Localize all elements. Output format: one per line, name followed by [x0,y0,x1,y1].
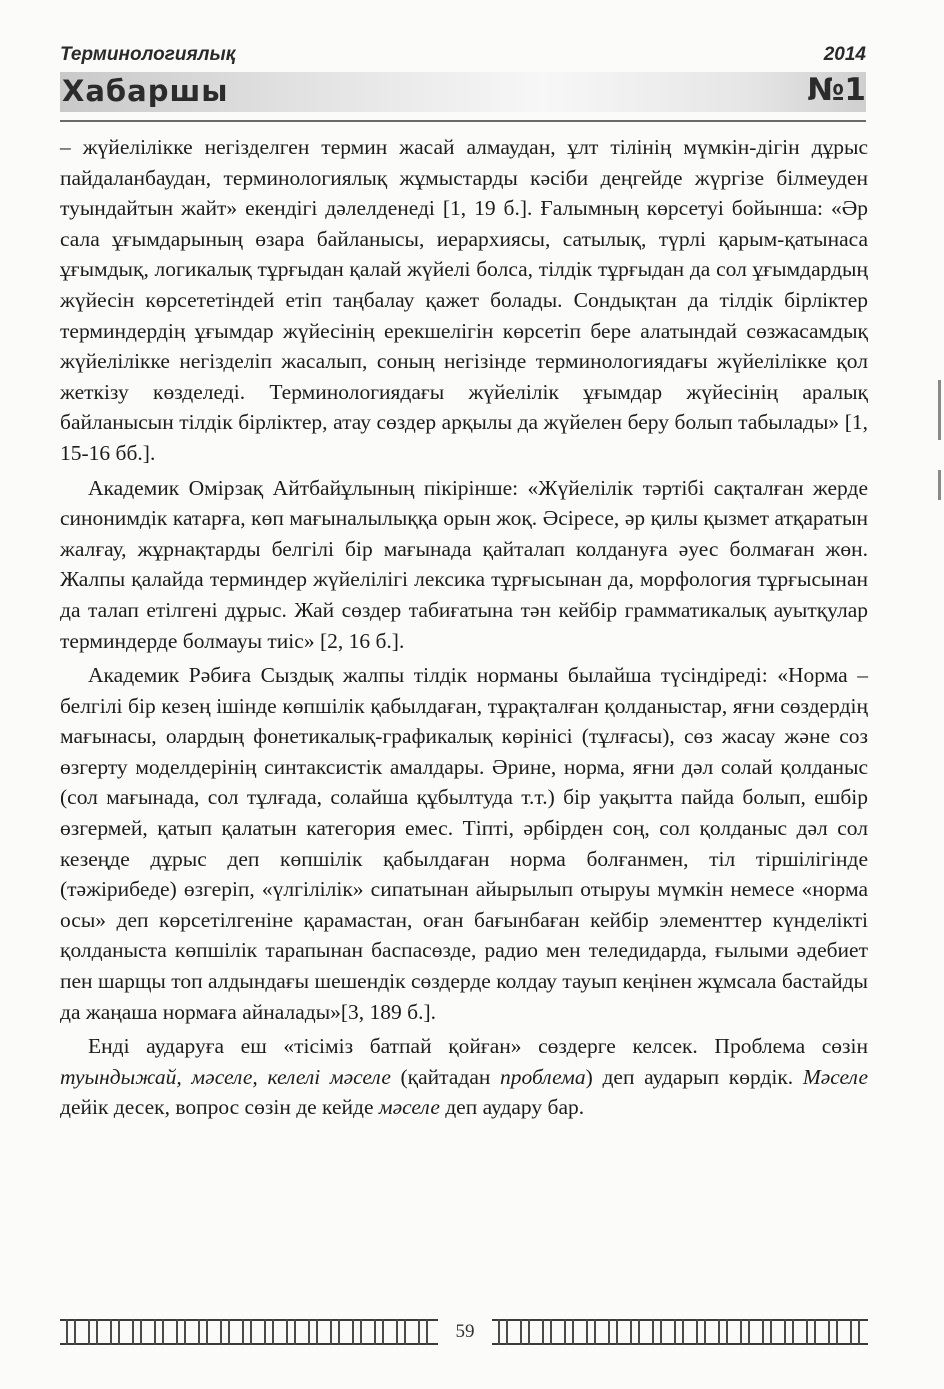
paragraph [60,1031,868,1123]
page-header [60,44,866,116]
journal-title: Хабаршы [62,74,229,108]
header-rule [60,120,866,122]
italic-term: Мәселе [802,1064,868,1089]
italic-term: мәселе [378,1095,440,1120]
italic-term: проблема [500,1064,586,1089]
italic-term: туындыжай, мәселе, келелі мәселе [60,1064,391,1089]
paragraph: Академик Омірзақ Айтбайұлының пікірінше: «Жүйелілік тәртібі сақталған жерде синонимдік катарға, көп мағыналылыққа орын жоқ. Әсіресе, әр қилы қызмет атқаратын жалғау, жұрнақтарды белгілі бір мағынада қайталап колдануға әуес болмаған жөн. Жалпы қалайда терминдер жүйелілігі лексика тұрғысынан да, морфология тұрғысынан да талап етілгені дұрыс. Жай сөздер табиғатына тән кейбір грамматикалық ауытқулар терминдерде болмауы тиіс» [2, 16 б.]. [60,475,868,653]
issue-year: 2014 [823,44,866,65]
paragraph: – жүйелілікке негізделген термин жасай алмаудан, ұлт тілінің мүмкін-дігін дұрыс пайдаланбаудан, терминологиялық жұмыстарды кәсіби деңгейде жүргізе білмеуден туындайтын жайт» екендігі дәлелденеді [1, 19 б.]. Ғалымның көрсетуі бойынша: «Әр сала ұғымдарының өзара байланысы, иерархиясы, сатылық, түрлі қарым-қатынаса ұғымдық, логикалық тұрғыдан қалай жүйелі болса, тілдік тұрғыдан да сол ұғымдардың жүйесін көрсететіндей етіп таңбалау қажет болады. Сондықтан да тілдік бірліктер терминдердің ұғымдар жүйесінің ерекшелігін көрсетіп бере алатындай сөзжасамдық жүйелілікке негізделіп жасалып, соның негізінде терминологиядағы жүйелілікке қол жеткізу көзделеді. Терминологиядағы жүйелілік ұғымдар жүйесінің аралық байланысын тілдік бірліктер, атау сөздер арқылы да жүйелен беру болып табылады» [1, 15-16 бб.]. [60,135,868,465]
page-footer [60,1315,868,1355]
ornament-left-icon [60,1319,438,1345]
text-run: Енді аударуға еш «тісіміз батпай қойған» сөздерге келсек. Проблема сөзін [88,1034,868,1059]
ornament-right-icon [492,1319,868,1345]
issue-number: №1 [807,72,866,108]
scan-edge-mark [938,470,941,500]
text-run: (қайтадан [390,1064,501,1089]
journal-name-top: Терминологиялық [60,44,236,65]
text-run: дейік десек, вопрос сөзін де кейде [60,1095,379,1120]
page-number: 59 [455,1321,475,1342]
text-run: ) деп аударып көрдік. [585,1064,803,1089]
article-body [60,132,868,1127]
scan-edge-mark [938,380,941,440]
text-run: деп аудару бар. [439,1095,585,1120]
paragraph: Академик Рәбиға Сыздық жалпы тілдік норманы былайша түсіндіреді: «Норма – белгілі бір кезең ішінде көпшілік қабылдаған, тұрақталған қолданыстар, яғни сөздердің мағынасы, олардың фонетикалық-графикалық көрінісі (тұлғасы), сөз жасау және соз өзгерту моделдерінің синтаксистік амалдары. Әрине, норма, яғни дәл солай қолданыс (сол мағынада, сол тұлғада, солайша құбылтуда т.т.) бір уақытта пайда болып, ешбір өзгермей, қатып қалатын категория емес. Тіпті, әрбірден соң, сол қолданыс дәл сол кезеңде дұрыс деп көпшілік қабылдаған норма болғанмен, тіл тіршілігінде (тәжірибеде) өзгеріп, «үлгілілік» сипатынан айырылып отыруы мүмкін немесе «норма осы» деп көрсетілгеніне қарамастан, оған бағынбаған кейбір элементтер күнделікті қолданыста көпшілік тарапынан баспасөзде, радио мен теледидарда, ғылыми әдебиет пен шарщы топ алдындағы шешендік сөздерде колдау тауып кеңінен жұмсала бастайды да жаңаша нормаға айналады»[3, 189 б.]. [60,663,868,1024]
